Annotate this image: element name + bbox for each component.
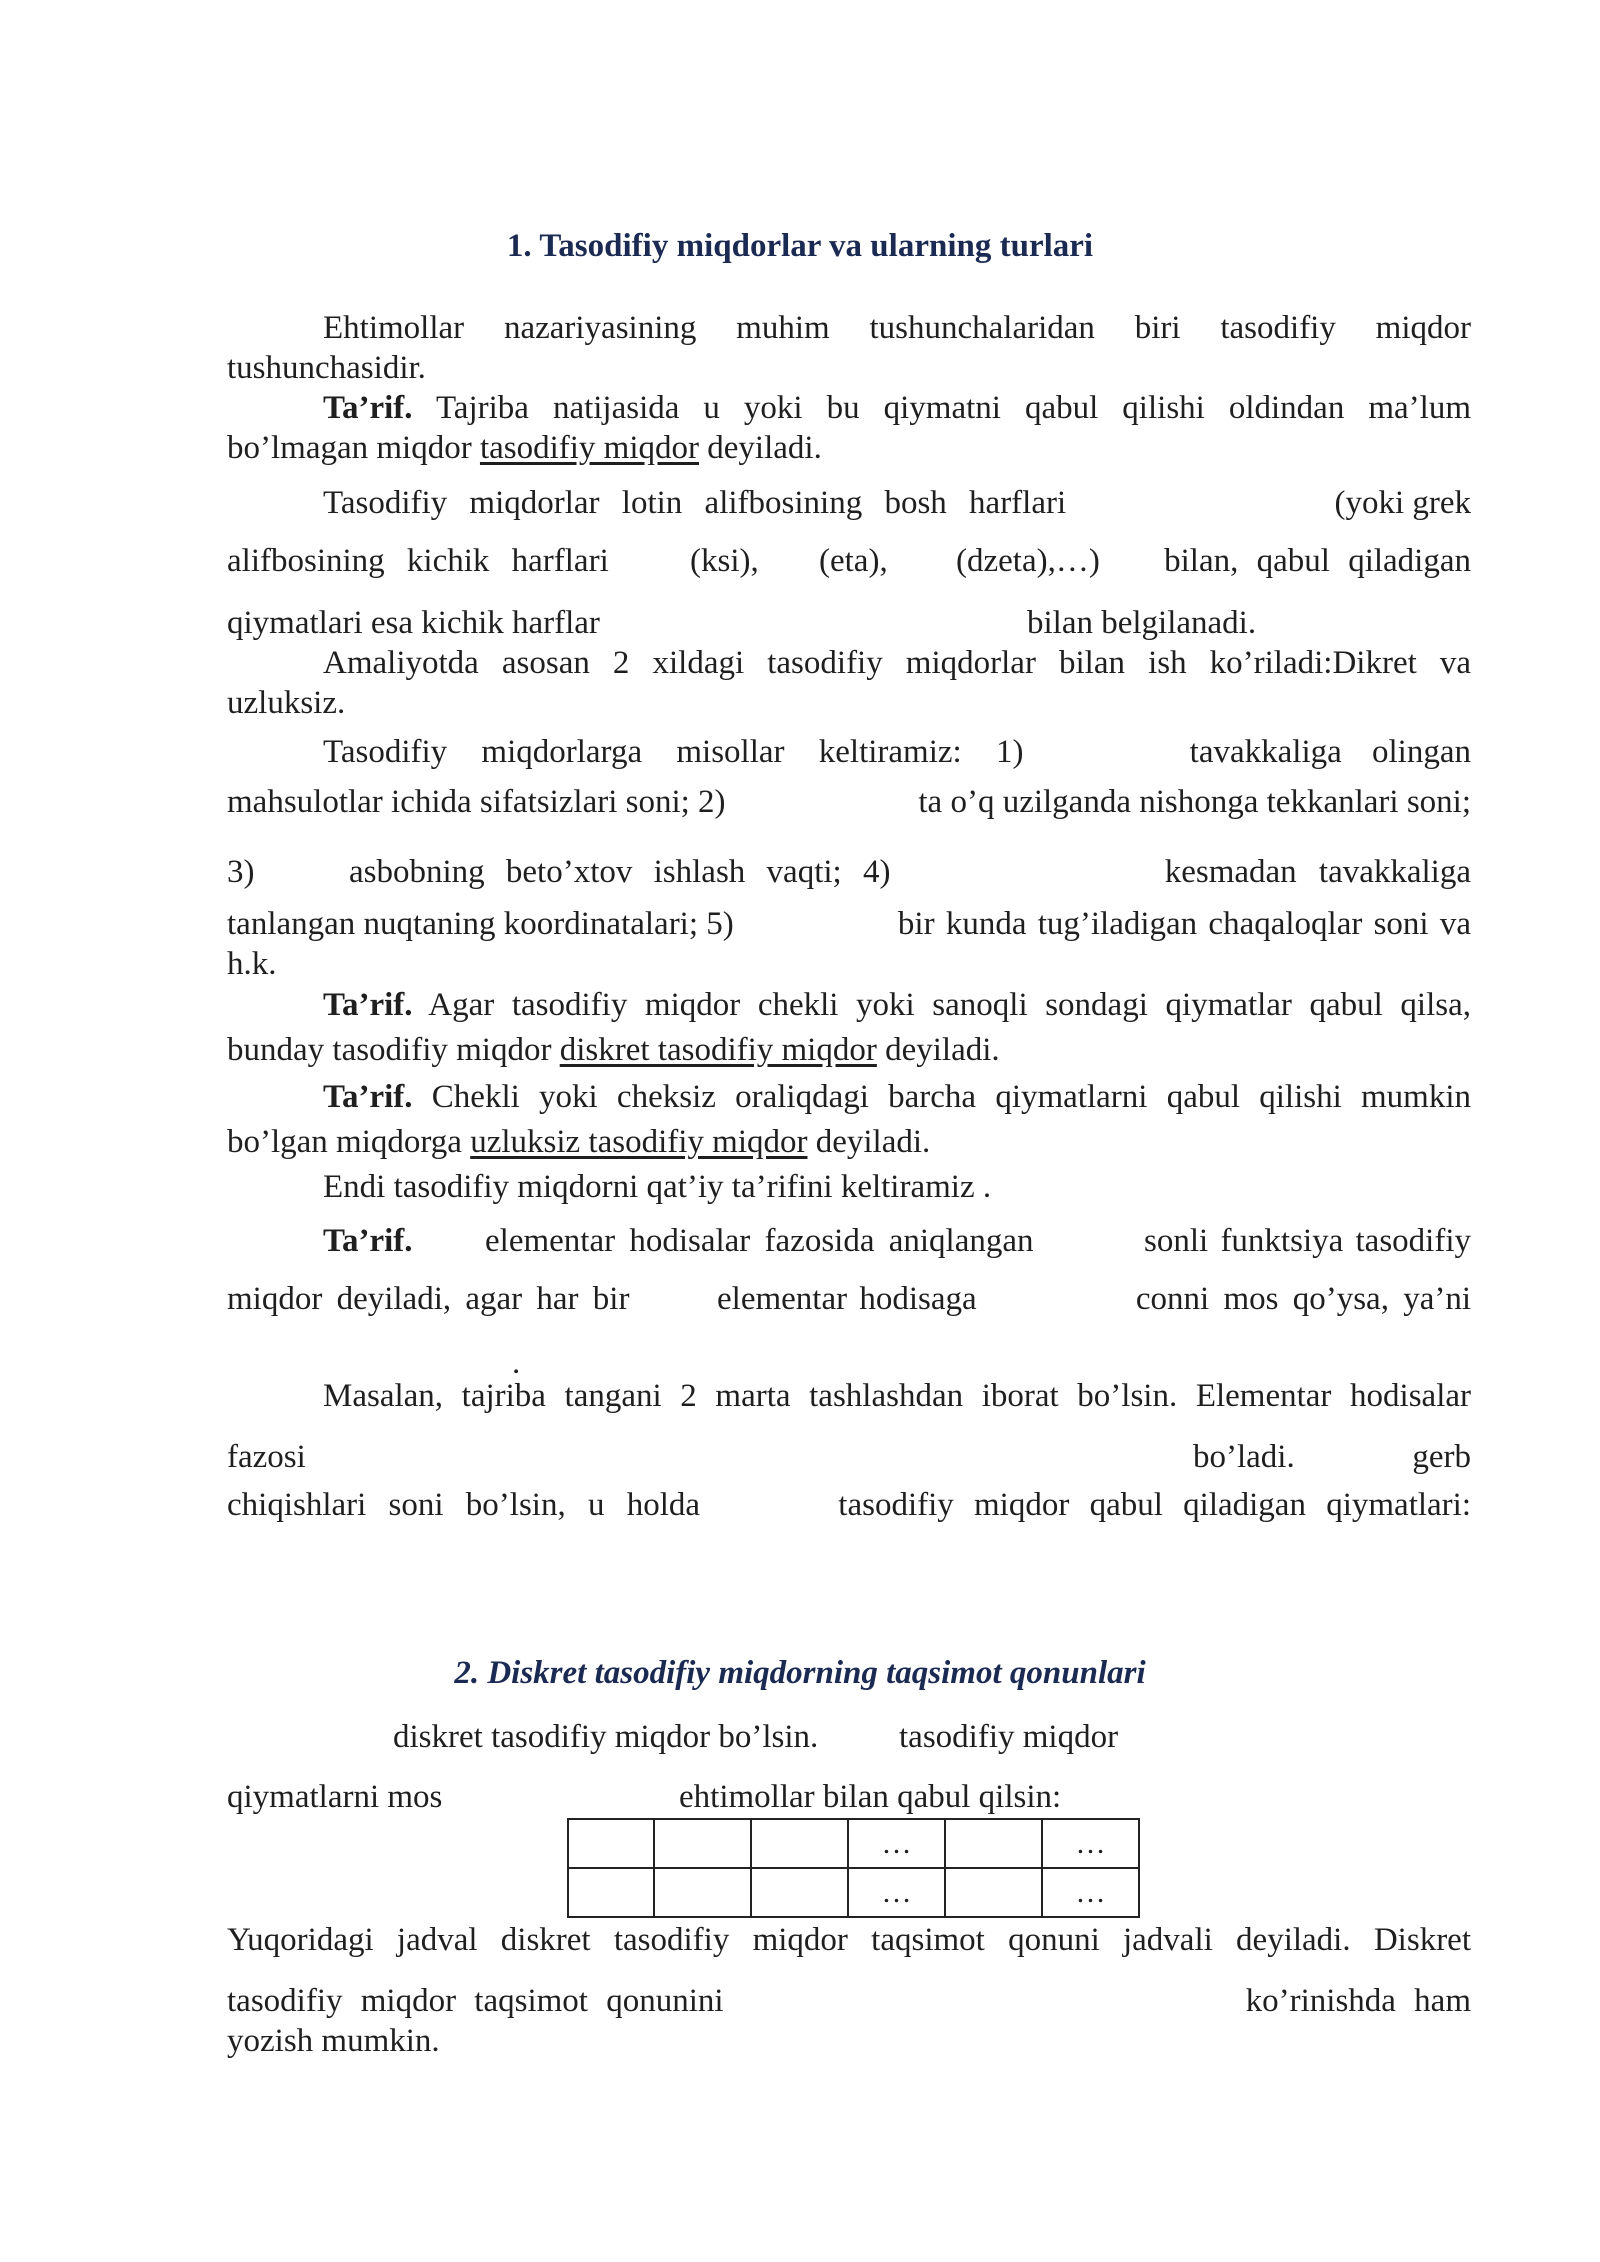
example-5-text: bir kunda tug’iladigan chaqaloqlar soni va [897,906,1471,942]
definition-4-maps: conni mos qo’ysa, ya’ni [1135,1281,1471,1317]
distribution-table [567,1818,1140,1918]
greek-eta: (eta), [819,543,888,579]
practice-line2: uzluksiz. [227,685,346,721]
notation-lowercase: qiymatlari esa kichik harflar [227,605,600,641]
form-text: ko’rinishda ham [1245,1983,1471,2019]
notation-accepts: bilan, qabul qiladigan [1164,543,1471,579]
notation-text-a: Tasodifiy miqdorlar lotin alifbosining bosh harflari [323,485,1067,521]
examples-line5: h.k. [227,946,277,982]
definition-1-line2 [227,428,1471,468]
definition-2-line1 [227,985,1471,1025]
coin-values: tasodifiy miqdor qabul qiladigan qiymatlari: [838,1487,1471,1523]
definition-1-pre: bo’lmagan miqdor [227,430,472,466]
definition-4-function: sonli funktsiya tasodifiy [1144,1223,1471,1259]
after-table-line1: Yuqoridagi jadval diskret tasodifiy miqdor taqsimot qonuni jadvali deyiladi. Diskret [227,1922,1471,1958]
definition-3-text: Chekli yoki cheksiz oraliqdagi barcha qiymatlarni qabul qilishi mumkin [431,1079,1472,1115]
example-3-number: 3) [227,854,255,890]
definition-4-line2 [227,1279,1471,1319]
greek-ksi: (ksi), [690,543,759,579]
examples-intro: Tasodifiy miqdorlarga misollar keltiramiz: 1) [323,734,1024,770]
definition-3-line2 [227,1122,1471,1162]
distribution-cell: … [1042,1868,1139,1917]
definition-label: Ta’rif. [323,390,413,426]
definition-4-line1 [227,1221,1471,1261]
section-1-title: 1. Tasodifiy miqdorlar va ularning turlari [506,228,1094,264]
distribution-row-2 [568,1868,1139,1917]
definition-3-line1 [227,1077,1471,1117]
term-random-variable: tasodifiy miqdor [479,430,700,466]
examples-line2 [227,782,1471,822]
distribution-cell [568,1819,654,1868]
term-continuous-random-variable: uzluksiz tasodifiy miqdor [470,1124,808,1160]
definition-label: Ta’rif. [323,987,413,1023]
definition-label: Ta’rif. [323,1223,413,1259]
definition-2-text: Agar tasodifiy miqdor chekli yoki sanoqli sondagi qiymatlar qabul qilsa, [428,987,1471,1023]
definition-1-text: Tajriba natijasida u yoki bu qiymatni qabul qilishi oldindan ma’lum [435,390,1471,426]
distribution-cell: … [848,1868,945,1917]
coin-heads: gerb [1412,1439,1471,1475]
definition-3-pre: bo’lgan miqdorga [227,1124,462,1160]
section-2-intro-line2 [227,1777,1471,1817]
strict-definition-intro: Endi tasodifiy miqdorni qat’iy ta’rifini keltiramiz . [323,1169,992,1205]
notation-line3 [227,603,1471,643]
distribution-cell [751,1819,848,1868]
example-4-end: tanlangan nuqtaning koordinatalari; 5) [227,906,734,942]
definition-4-space: elementar hodisalar fazosida aniqlangan [485,1223,1034,1259]
coin-example-line1: Masalan, tajriba tangani 2 marta tashlashdan iborat bo’lsin. Elementar hodisalar [323,1378,1471,1414]
distribution-cell [654,1819,751,1868]
definition-3-post: deyiladi. [815,1124,931,1160]
notation-denoted: bilan belgilanadi. [1027,605,1257,641]
values-corresponding: qiymatlarni mos [227,1779,443,1815]
distribution-cell [568,1868,654,1917]
notation-text-b: (yoki grek [1334,485,1471,521]
example-4-text: kesmadan tavakkaliga [1164,854,1471,890]
notation-line2 [227,541,1471,581]
practice-line1: Amaliyotda asosan 2 xildagi tasodifiy miqdorlar bilan ish ko’riladi:Dikret va [323,645,1471,681]
distribution-row-1 [568,1819,1139,1868]
random-variable-label: tasodifiy miqdor [899,1719,1119,1755]
examples-line1 [227,732,1471,772]
definition-1-post: deyiladi. [707,430,822,466]
greek-dzeta: (dzeta),…) [956,543,1100,579]
discrete-intro: diskret tasodifiy miqdor bo’lsin. [393,1719,819,1755]
probabilities-accept: ehtimollar bilan qabul qilsin: [679,1779,1062,1815]
notation-line1 [227,483,1471,523]
definition-1-line1 [227,388,1471,428]
definition-2-pre: bunday tasodifiy miqdor [227,1032,552,1068]
example-1-text: tavakkaliga olingan [1189,734,1471,770]
definition-2-line2 [227,1030,1471,1070]
distribution-cell [945,1819,1042,1868]
distribution-cell [945,1868,1042,1917]
coin-example-line3 [227,1485,1471,1525]
example-3-text: asbobning beto’xtov ishlash vaqti; 4) [349,854,891,890]
term-discrete-random-variable: diskret tasodifiy miqdor [559,1032,877,1068]
distribution-cell [654,1868,751,1917]
distribution-cell [751,1868,848,1917]
section-2-title: 2. Diskret tasodifiy miqdorning taqsimot qonunlari [454,1655,1146,1691]
definition-label: Ta’rif. [323,1079,413,1115]
notation-alphabet: alifbosining kichik harflari [227,543,609,579]
coin-space-end: bo’ladi. [1193,1439,1295,1475]
coin-space-label: fazosi [227,1439,306,1475]
coin-count: chiqishlari soni bo’lsin, u holda [227,1487,701,1523]
example-1-end: mahsulotlar ichida sifatsizlari soni; 2) [227,784,726,820]
examples-line4 [227,904,1471,944]
paragraph-intro-line1 [227,308,1471,348]
paragraph-intro-line2: tushunchasidir. [227,350,426,386]
definition-4-each: miqdor deyiladi, agar har bir [227,1281,630,1317]
after-table-line3: yozish mumkin. [227,2023,440,2059]
distribution-law-text: tasodifiy miqdor taqsimot qonunini [227,1983,724,2019]
distribution-cell: … [1042,1819,1139,1868]
coin-example-line2 [227,1437,1471,1477]
examples-line3 [227,852,1471,892]
distribution-cell: … [848,1819,945,1868]
intro-line1-words: Ehtimollar nazariyasining muhim tushunchalaridan biri tasodifiy miqdor [323,310,1471,346]
definition-2-post: deyiladi. [885,1032,1000,1068]
after-table-line2 [227,1981,1471,2021]
example-2-text: ta o’q uzilganda nishonga tekkanlari soni; [918,784,1471,820]
definition-4-elementary: elementar hodisaga [717,1281,977,1317]
formula-period: . [512,1345,521,1381]
